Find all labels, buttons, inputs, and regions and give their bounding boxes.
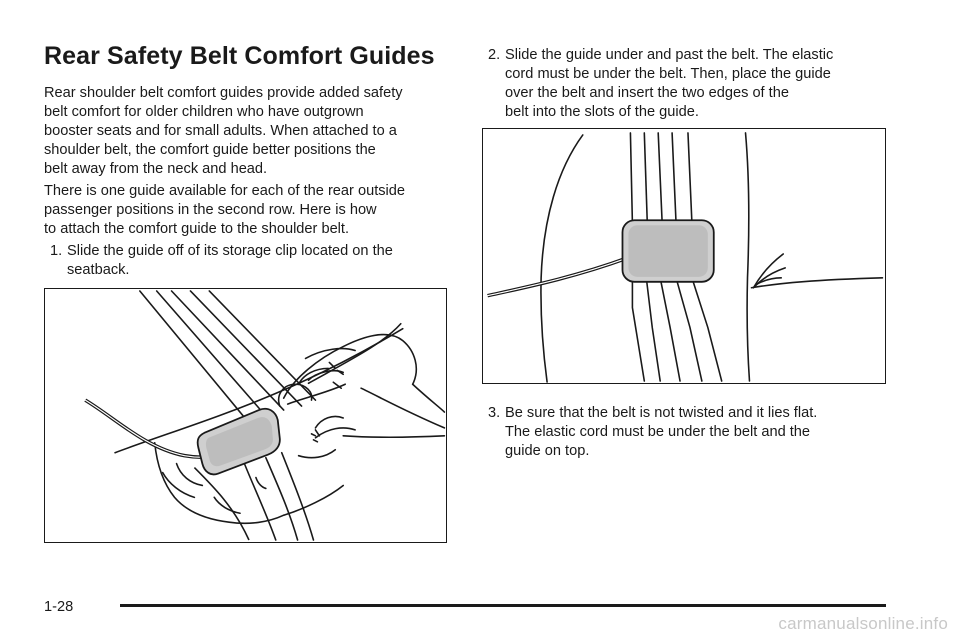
step-text: Slide the guide under and past the belt. The elastic xyxy=(505,47,834,63)
step-text: guide on top. xyxy=(505,443,590,459)
step-text: The elastic cord must be under the belt and the xyxy=(505,424,811,440)
intro-paragraph xyxy=(44,84,403,179)
intro-line: Rear shoulder belt comfort guides provide added safety xyxy=(44,85,403,101)
availability-line: to attach the comfort guide to the shoulder belt. xyxy=(44,221,350,237)
comfort-guide-shape xyxy=(622,220,713,282)
page-number: 1-28 xyxy=(44,599,74,615)
intro-line: belt comfort for older children who have outgrown xyxy=(44,104,364,120)
step-text: seatback. xyxy=(67,262,130,278)
step-number: 3. xyxy=(488,405,501,421)
step-text: over the belt and insert the two edges of the xyxy=(505,85,789,101)
step-text: cord must be under the belt. Then, place the guide xyxy=(505,66,831,82)
step-text: Be sure that the belt is not twisted and it lies flat. xyxy=(505,405,818,421)
figure-attach-guide xyxy=(44,288,447,543)
step-text: belt into the slots of the guide. xyxy=(505,104,699,120)
intro-line: booster seats and for small adults. When attached to a xyxy=(44,123,397,139)
step-1 xyxy=(44,242,393,280)
guide-availability-paragraph xyxy=(44,182,405,239)
watermark: carmanualsonline.info xyxy=(778,614,948,633)
availability-line: passenger positions in the second row. Here is how xyxy=(44,202,377,218)
illustration-hands-belt xyxy=(45,289,446,542)
intro-line: shoulder belt, the comfort guide better positions the xyxy=(44,142,376,158)
illustration-guide-belt xyxy=(483,129,885,383)
figure-guide-on-belt xyxy=(482,128,886,384)
step-2 xyxy=(482,46,833,122)
step-number: 1. xyxy=(50,243,63,259)
availability-line: There is one guide available for each of the rear outside xyxy=(44,183,406,199)
footer-rule xyxy=(120,604,886,607)
step-text: Slide the guide off of its storage clip located on the xyxy=(67,243,393,259)
intro-line: belt away from the neck and head. xyxy=(44,161,268,177)
step-number: 2. xyxy=(488,47,501,63)
page-title: Rear Safety Belt Comfort Guides xyxy=(44,42,435,70)
step-3 xyxy=(482,404,817,461)
